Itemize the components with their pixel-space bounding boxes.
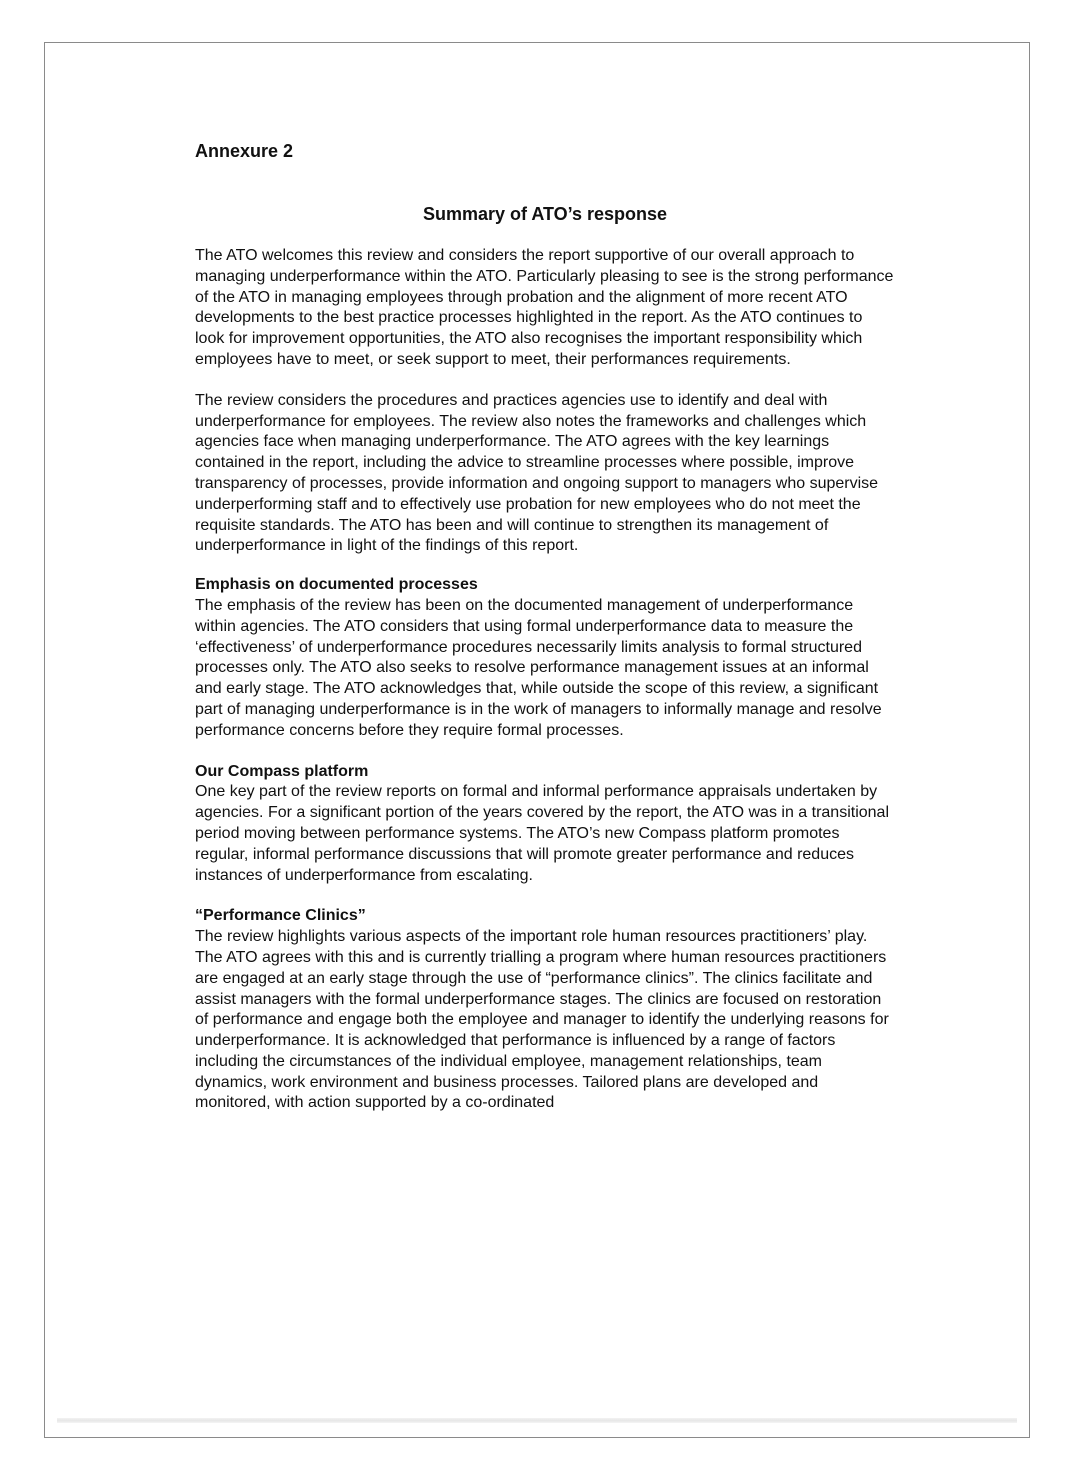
section-heading: Emphasis on documented processes — [195, 576, 478, 594]
section-heading: “Performance Clinics” — [195, 907, 366, 925]
annex-label: Annexure 2 — [195, 141, 294, 161]
document-title: Summary of ATO’s response — [422, 204, 668, 224]
section-heading: Our Compass platform — [195, 762, 369, 780]
document-page — [44, 42, 1030, 1438]
section-documented-processes — [195, 575, 895, 741]
section-body: One key part of the review reports on formal and informal performance appraisals undertaken by agencies. For a significant portion of the years covered by the report, the ATO was in a transitional period moving between performance systems. The ATO’s new Compass platform promotes regular, informal performance discussions that will promote greater performance and reduces instances of underperformance from escalating. — [195, 783, 889, 884]
review-paragraph: The review considers the procedures and practices agencies use to identify and deal with underperformance for employees. The review also notes the frameworks and challenges which agencies face when managing underperformance. The ATO agrees with the key learnings contained in the report, including the advice to streamline processes where possible, improve transparency of processes, provide information and ongoing support to managers who supervise underperforming staff and to effectively use probation for new employees who do not meet the requisite standards. The ATO has been and will continue to strengthen its management of underperformance in light of the findings of this report. — [195, 391, 879, 555]
document-content — [195, 140, 895, 1114]
section-performance-clinics — [195, 906, 895, 1114]
section-compass-platform — [195, 762, 895, 887]
page-bottom-band — [57, 1418, 1017, 1423]
section-body: The emphasis of the review has been on the documented management of underperformance within agencies. The ATO considers that using formal underperformance data to measure the ‘effectiveness’ of underperformance procedures necessarily limits analysis to formal structured processes only. The ATO also seeks to resolve performance management issues at an informal and early stage. The ATO acknowledges that, while outside the scope of this review, a significant part of managing underperformance is in the work of managers to informally manage and resolve performance concerns before they require formal processes. — [195, 596, 882, 739]
intro-paragraph: The ATO welcomes this review and considers the report supportive of our overall approach to managing underperformance within the ATO. Particularly pleasing to see is the strong performance of the ATO in managing employees through probation and the alignment of more recent ATO developments to the best practice processes highlighted in the report. As the ATO continues to look for improvement opportunities, the ATO also recognises the important responsibility which employees have to meet, or seek support to meet, their performances requirements. — [195, 247, 894, 368]
section-body: The review highlights various aspects of the important role human resources practitioners’ play. The ATO agrees with this and is currently trialling a program where human resources practitioners are engaged at an early stage through the use of “performance clinics”. The clinics facilitate and assist managers with the formal underperformance stages. The clinics are focused on restoration of performance and engage both the employee and manager to identify the underlying reasons for underperformance. It is acknowledged that performance is influenced by a range of factors including the circumstances of the individual employee, management relationships, team dynamics, work environment and business processes. Tailored plans are developed and monitored, with action supported by a co-ordinated — [195, 928, 889, 1112]
